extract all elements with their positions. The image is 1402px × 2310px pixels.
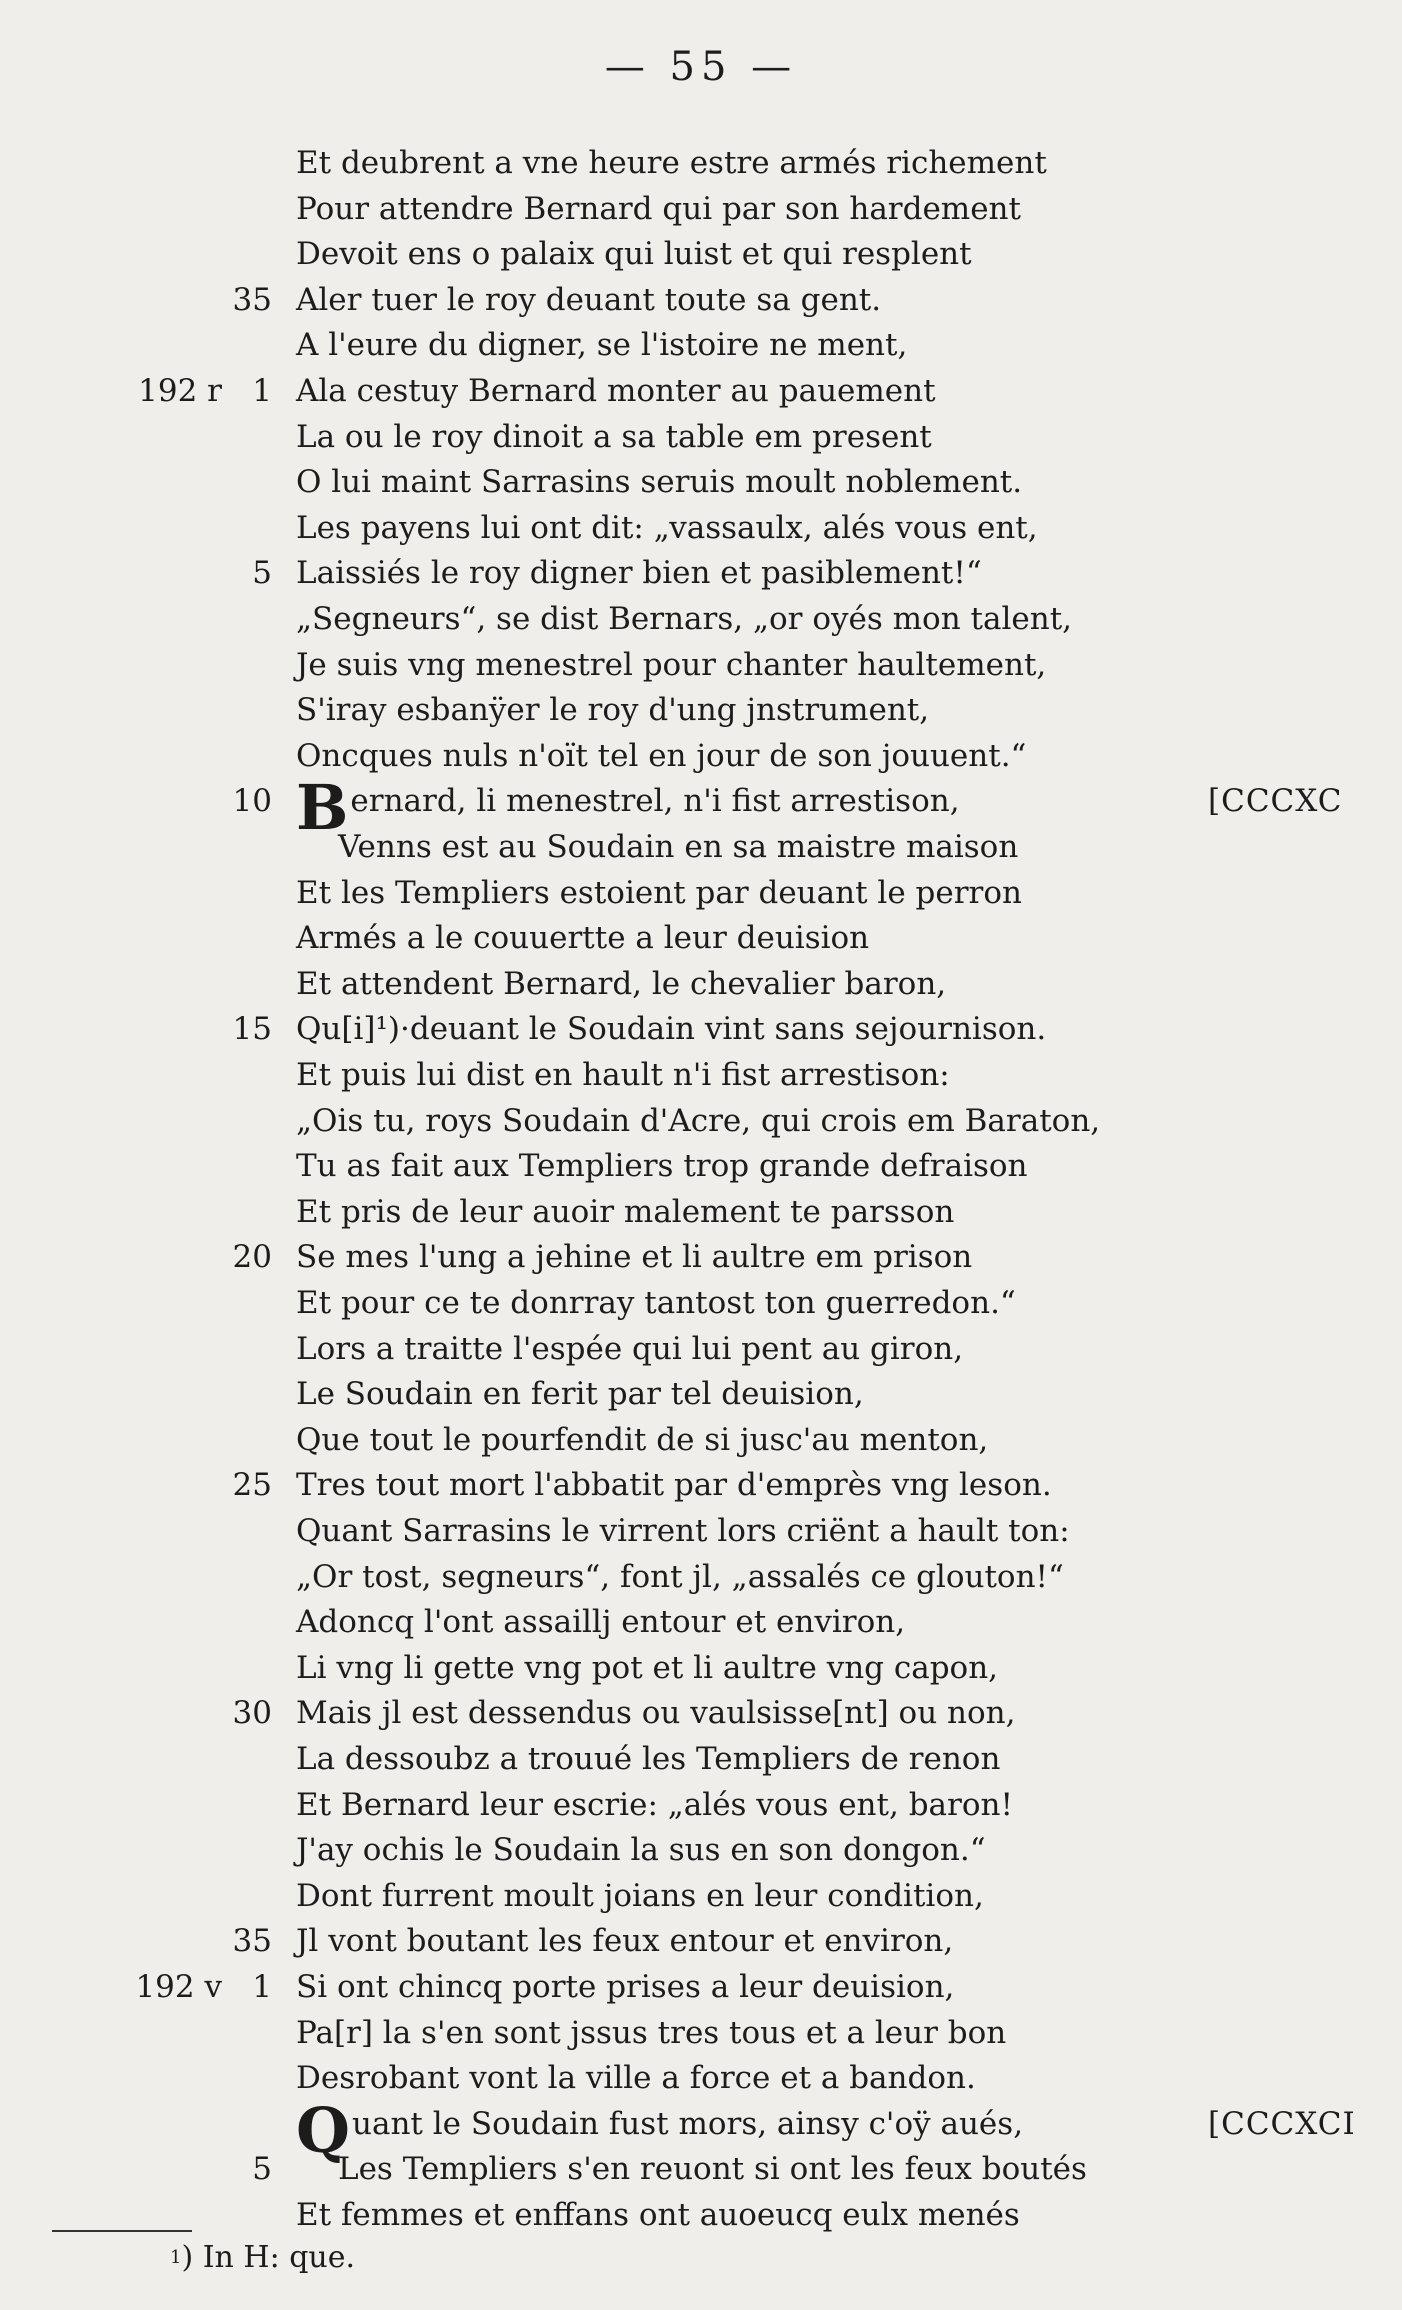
drop-initial: B — [296, 771, 349, 845]
verse-text: La dessoubz a trouué les Templiers de renon — [296, 1741, 1001, 1777]
verse-line — [0, 1234, 1402, 1280]
verse-text: Le Soudain en ferit par tel deuision, — [296, 1376, 864, 1413]
verse-text: Tres tout mort l'abbatit par d'emprès vng leson. — [296, 1467, 1052, 1504]
folio-reference: 192 v — [135, 1969, 222, 2005]
verse-line — [0, 550, 1402, 596]
verse-text-wrap — [296, 596, 1072, 642]
verse-line — [0, 1006, 1402, 1052]
verse-line — [0, 687, 1402, 733]
verse-text: Mais jl est dessendus ou vaulsisse[nt] ou non, — [296, 1695, 1016, 1732]
verse-text: Et les Templiers estoient par deuant le perron — [296, 874, 1022, 911]
verse-text-wrap — [296, 322, 907, 368]
verse-text-wrap — [296, 1782, 1013, 1828]
footnote-text: ) In H: que. — [181, 2240, 356, 2275]
verse-text-wrap — [296, 1873, 984, 1919]
verse-text-wrap — [296, 642, 1046, 688]
verse-text: ernard, li menestrel, n'i fist arrestison, — [350, 783, 960, 820]
line-number: 25 — [232, 1467, 272, 1504]
footnote — [170, 2238, 355, 2278]
verse-text-wrap — [338, 824, 1018, 870]
verse-text-wrap — [296, 1918, 953, 1964]
verse-line — [0, 824, 1402, 870]
verse-text-wrap — [296, 459, 1022, 505]
verse-text-wrap — [296, 186, 1021, 232]
verse-text-wrap — [296, 870, 1022, 916]
line-number: 15 — [232, 1011, 272, 1048]
verse-text-wrap — [296, 1143, 1028, 1189]
verse-line — [0, 1554, 1402, 1600]
verse-text: Si ont chincq porte prises a leur deuision, — [296, 1969, 955, 2005]
verse-line — [0, 1143, 1402, 1189]
verse-text: Pour attendre Bernard qui par son hardement — [296, 190, 1021, 227]
folio-reference: 192 r — [138, 373, 222, 409]
verse-text: „Segneurs“, se dist Bernars, „or oyés mon talent, — [296, 601, 1072, 637]
verse-text-wrap — [296, 1736, 1000, 1782]
line-number: 20 — [232, 1239, 272, 1276]
verse-text: Quant Sarrasins le virrent lors criënt a hault ton: — [296, 1513, 1070, 1549]
verse-text-wrap — [296, 1189, 954, 1235]
laisse-marker: [CCCXC — [1208, 783, 1343, 820]
verse-text: Jl vont boutant les feux entour et environ, — [296, 1923, 954, 1960]
verse-text: Et deubrent a vne heure estre armés richement — [296, 145, 1047, 181]
verse-text: Les payens lui ont dit: „vassaulx, alés vous ent, — [296, 509, 1038, 546]
verse-text-wrap — [296, 733, 1026, 779]
verse-line — [0, 140, 1402, 186]
verse-line — [0, 642, 1402, 688]
verse-text: Li vng li gette vng pot et li aultre vng capon, — [296, 1649, 999, 1686]
verse-line — [0, 1508, 1402, 1554]
verse-text-wrap — [296, 140, 1047, 186]
verse-line — [0, 459, 1402, 505]
verse-text-wrap — [296, 2055, 976, 2101]
verse-text-wrap — [296, 1827, 986, 1873]
verse-text: Et attendent Bernard, le chevalier baron, — [296, 965, 947, 1002]
verse-line — [0, 2055, 1402, 2101]
verse-text-wrap — [296, 915, 869, 961]
laisse-marker: [CCCXCI — [1208, 2105, 1356, 2142]
verse-text-wrap — [296, 1052, 950, 1098]
verse-line — [0, 1690, 1402, 1736]
verse-text-wrap — [296, 1326, 963, 1372]
verse-line — [0, 771, 1402, 845]
verse-line — [0, 231, 1402, 277]
footnote-rule — [52, 2230, 192, 2232]
verse-text-wrap — [296, 1417, 988, 1463]
verse-line — [0, 1827, 1402, 1873]
verse-text-wrap — [296, 505, 1038, 551]
verse-text: Tu as fait aux Templiers trop grande defraison — [296, 1148, 1028, 1185]
verse-line — [0, 1782, 1402, 1828]
line-number: 5 — [252, 555, 272, 592]
verse-line — [0, 870, 1402, 916]
verse-line — [0, 1645, 1402, 1691]
line-number: 1 — [252, 373, 272, 409]
verse-text-wrap — [296, 771, 960, 845]
verse-line — [0, 1280, 1402, 1326]
verse-text: O lui maint Sarrasins seruis moult noblement. — [296, 464, 1023, 501]
verse-text: Et pour ce te donrray tantost ton guerredon.“ — [296, 1285, 1016, 1321]
verse-line — [0, 1189, 1402, 1235]
verse-line — [0, 1873, 1402, 1919]
verse-text: Devoit ens o palaix qui luist et qui resplent — [296, 236, 972, 273]
verse-text: Je suis vng menestrel pour chanter haultement, — [296, 646, 1047, 683]
verse-text: uant le Soudain fust mors, ainsy c'oÿ aués, — [352, 2105, 1024, 2142]
verse-text: Armés a le couuertte a leur deuision — [296, 920, 870, 957]
drop-initial: Q — [296, 2093, 351, 2167]
verse-text-wrap — [296, 1964, 954, 2010]
line-number: 35 — [232, 281, 272, 318]
verse-text: Et femmes et enffans ont auoeucq eulx menés — [296, 2197, 1020, 2233]
verse-line — [0, 322, 1402, 368]
verse-text-wrap — [296, 1508, 1070, 1554]
verse-line — [0, 414, 1402, 460]
verse-text-wrap — [296, 368, 936, 414]
verse-text: La ou le roy dinoit a sa table em present — [296, 418, 932, 455]
verse-line — [0, 186, 1402, 232]
verse-text: Et Bernard leur escrie: „alés vous ent, baron! — [296, 1786, 1013, 1823]
verse-text-wrap — [296, 2010, 1006, 2056]
verse-line — [0, 368, 1402, 414]
verse-line — [0, 1599, 1402, 1645]
verse-line — [0, 2146, 1402, 2192]
page-number: — 55 — — [604, 44, 798, 90]
footnote-mark: 1 — [170, 2247, 182, 2268]
verse-text: Venns est au Soudain en sa maistre maison — [338, 829, 1019, 865]
verse-text-wrap — [296, 1098, 1100, 1144]
verse-line — [0, 596, 1402, 642]
verse-text-wrap — [296, 1690, 1015, 1736]
verse-text: Pa[r] la s'en sont jssus tres tous et a leur bon — [296, 2014, 1007, 2051]
verse-line — [0, 961, 1402, 1007]
verse-text: Que tout le pourfendit de si jusc'au menton, — [296, 1421, 989, 1458]
verse-line — [0, 1736, 1402, 1782]
verse-text: Les Templiers s'en reuont si ont les feux boutés — [338, 2151, 1087, 2188]
verse-text-wrap — [296, 687, 929, 733]
verse-line — [0, 2010, 1402, 2056]
verse-text-wrap — [296, 1234, 972, 1280]
verse-line — [0, 733, 1402, 779]
verse-text: Laissiés le roy digner bien et pasiblement!“ — [296, 555, 982, 592]
verse-line — [0, 2192, 1402, 2238]
verse-text: Se mes l'ung a jehine et li aultre em prison — [296, 1239, 973, 1276]
verse-text: Et pris de leur auoir malement te parsson — [296, 1193, 955, 1230]
verse-text: Desrobant vont la ville a force et a bandon. — [296, 2060, 976, 2097]
verse-text: A l'eure du digner, se l'istoire ne ment, — [296, 327, 908, 364]
verse-text-wrap — [296, 2093, 1024, 2167]
verse-text: Qu[i]¹)·deuant le Soudain vint sans sejournison. — [296, 1011, 1047, 1048]
verse-text-wrap — [296, 1599, 905, 1645]
verse-text: „Or tost, segneurs“, font jl, „assalés ce glouton!“ — [296, 1558, 1064, 1595]
verse-text-wrap — [296, 1006, 1046, 1052]
verse-line — [0, 505, 1402, 551]
verse-text: Ala cestuy Bernard monter au pauement — [296, 373, 936, 409]
verse-text: Adoncq l'ont assaillj entour et environ, — [296, 1604, 906, 1641]
verse-line — [0, 1462, 1402, 1508]
verse-line — [0, 1326, 1402, 1372]
verse-text-wrap — [296, 550, 982, 596]
verse-text-wrap — [296, 1371, 864, 1417]
verse-line — [0, 1098, 1402, 1144]
verse-text: Lors a traitte l'espée qui lui pent au giron, — [296, 1330, 964, 1367]
line-number: 1 — [252, 1969, 272, 2005]
verse-text: Aler tuer le roy deuant toute sa gent. — [296, 281, 882, 318]
verse-line — [0, 1371, 1402, 1417]
line-number: 5 — [252, 2151, 272, 2188]
line-number: 10 — [232, 783, 272, 820]
verse-text-wrap — [296, 1645, 998, 1691]
verse-text: „Ois tu, roys Soudain d'Acre, qui crois em Baraton, — [296, 1102, 1101, 1139]
verse-line — [0, 1964, 1402, 2010]
verse-line — [0, 2093, 1402, 2167]
verse-text-wrap — [296, 2192, 1020, 2238]
line-number: 35 — [232, 1923, 272, 1960]
verse-text: Dont furrent moult joians en leur condition, — [296, 1877, 984, 1914]
verse-text: Oncques nuls n'oït tel en jour de son jouuent.“ — [296, 737, 1027, 774]
verse-line — [0, 1417, 1402, 1463]
verse-text-wrap — [338, 2146, 1087, 2192]
verse-line — [0, 1918, 1402, 1964]
verse-text-wrap — [296, 277, 881, 323]
verse-text-wrap — [296, 1462, 1052, 1508]
verse-text: J'ay ochis le Soudain la sus en son dongon.“ — [296, 1832, 986, 1869]
verse-line — [0, 1052, 1402, 1098]
verse-text-wrap — [296, 1280, 1016, 1326]
verse-text: Et puis lui dist en hault n'i fist arrestison: — [296, 1057, 950, 1093]
verse-line — [0, 915, 1402, 961]
line-number: 30 — [232, 1695, 272, 1732]
verse-text-wrap — [296, 231, 972, 277]
verse-text-wrap — [296, 414, 932, 460]
verse-text-wrap — [296, 961, 946, 1007]
verse-line — [0, 277, 1402, 323]
verse-text: S'iray esbanÿer le roy d'ung jnstrument, — [296, 692, 930, 729]
verse-text-wrap — [296, 1554, 1064, 1600]
